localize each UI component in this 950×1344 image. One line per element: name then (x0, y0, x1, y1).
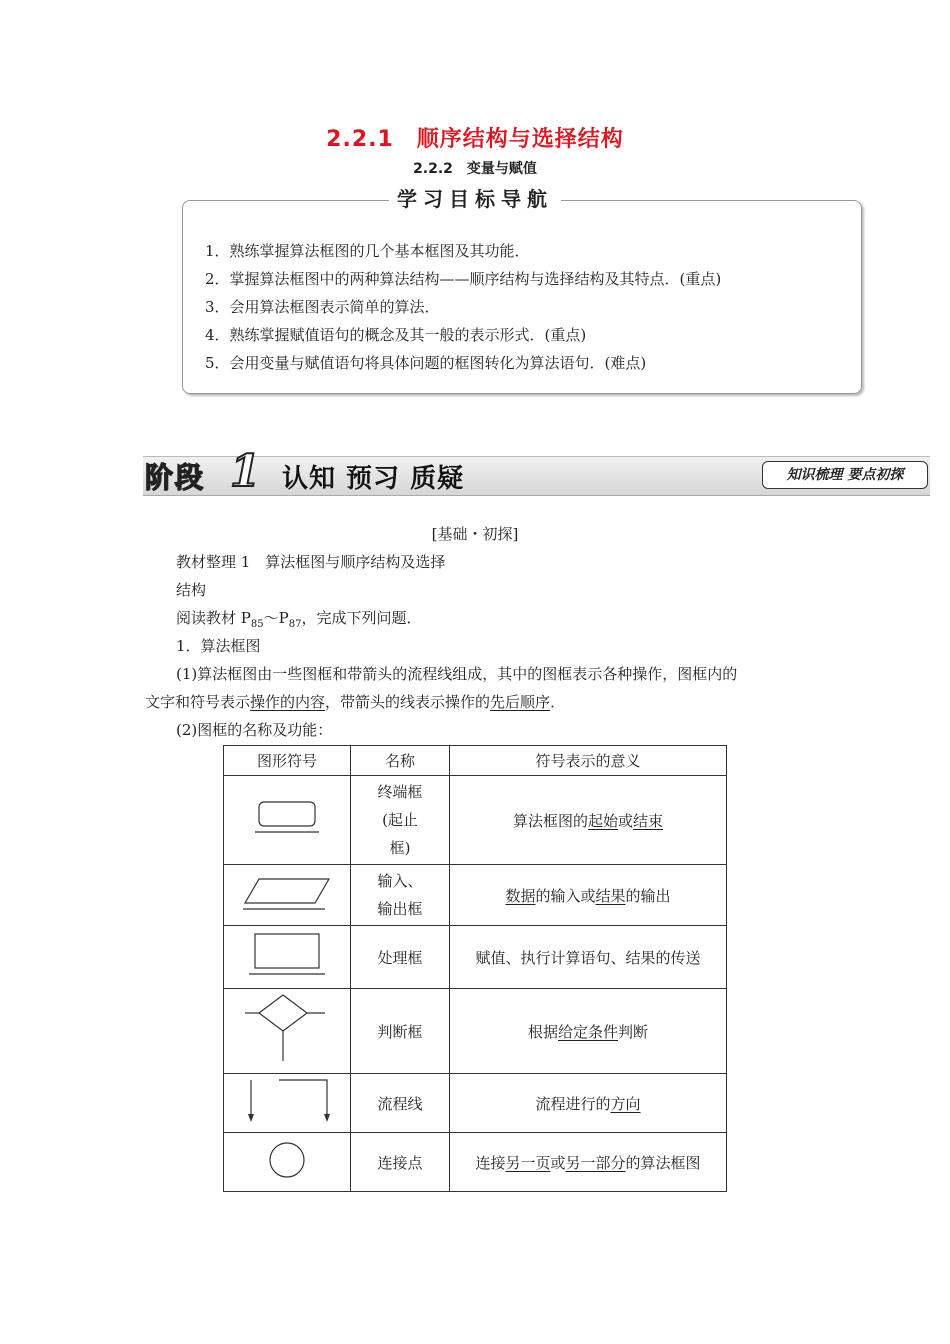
reading-text: ～P (263, 609, 289, 627)
reading-text: 阅读教材 P (176, 609, 251, 627)
text: 的输出 (625, 886, 671, 905)
symbol-table (223, 745, 727, 1192)
table-row (224, 1133, 727, 1192)
text: 或 (550, 1153, 566, 1172)
goal-item: 5．会用变量与赋值语句将具体问题的框图转化为算法语句．(难点) (205, 354, 647, 372)
section-label: [基础・初探] (431, 525, 519, 543)
symbol-meaning (450, 1133, 727, 1192)
subsection-title: 2.2.2 变量与赋值 (413, 161, 537, 177)
text: 的输入或 (535, 886, 596, 905)
process-symbol-icon (224, 926, 351, 989)
table-row (224, 926, 727, 989)
symbol-meaning (450, 1074, 727, 1133)
text: 根据 (527, 1022, 558, 1041)
goal-item: 3．会用算法框图表示简单的算法． (205, 298, 440, 316)
blank-answer: 结果 (595, 886, 626, 905)
decision-symbol-icon (224, 989, 351, 1074)
goals-header-label: 学习目标导航 (389, 187, 561, 211)
table-header: 图形符号 (224, 746, 351, 776)
symbol-meaning: 赋值、执行计算语句、结果的传送 (450, 926, 727, 989)
text: 或 (618, 811, 634, 830)
text: ． (550, 693, 566, 711)
text: 判断 (618, 1022, 649, 1041)
symbol-meaning (450, 989, 727, 1074)
table-row (224, 989, 727, 1074)
flowline-symbol-icon (224, 1074, 351, 1133)
symbol-name: 输入、 输出框 (351, 865, 450, 926)
text: ，带箭头的线表示操作的 (325, 693, 491, 711)
goal-item: 4．熟练掌握赋值语句的概念及其一般的表示形式．(重点) (205, 326, 587, 344)
blank-answer: 起始 (587, 811, 618, 830)
text: 算法框图的 (512, 811, 588, 830)
section-title: 2.2.1 顺序结构与选择结构 (326, 127, 624, 152)
symbol-name: 判断框 (351, 989, 450, 1074)
stage-title: 认知 预习 质疑 (282, 464, 465, 494)
table-header: 名称 (351, 746, 450, 776)
paragraph-line (145, 691, 565, 712)
text: 文字和符号表示 (145, 693, 251, 711)
blank-answer: 先后顺序 (490, 693, 551, 711)
table-row (224, 1074, 727, 1133)
material-heading-cont: 结构 (176, 581, 207, 599)
page-start: 85 (250, 619, 264, 630)
table-row (224, 776, 727, 865)
blank-answer: 另一页 (505, 1153, 551, 1172)
blank-answer: 另一部分 (565, 1153, 626, 1172)
paragraph-line: (2)图框的名称及功能： (176, 721, 333, 739)
reading-instruction (176, 607, 421, 630)
io-symbol-icon (224, 865, 351, 926)
terminal-symbol-icon (224, 776, 351, 865)
table-header: 符号表示的意义 (450, 746, 727, 776)
blank-answer: 方向 (610, 1094, 641, 1113)
symbol-name: 连接点 (351, 1133, 450, 1192)
text: 流程进行的 (535, 1094, 611, 1113)
symbol-name: 处理框 (351, 926, 450, 989)
goal-item: 2．掌握算法框图中的两种算法结构——顺序结构与选择结构及其特点．(重点) (205, 270, 722, 288)
item-title: 1．算法框图 (176, 637, 261, 655)
goals-header (0, 183, 950, 212)
blank-answer: 结束 (633, 811, 664, 830)
table-row (224, 865, 727, 926)
stage-label: 阶段 (145, 461, 206, 494)
symbol-meaning (450, 776, 727, 865)
symbol-meaning (450, 865, 727, 926)
material-heading: 教材整理 1 算法框图与顺序结构及选择 (176, 553, 446, 571)
text: 连接 (475, 1153, 506, 1172)
goal-item: 1．熟练掌握算法框图的几个基本框图及其功能． (205, 242, 530, 260)
paragraph-line: (1)算法框图由一些图框和带箭头的流程线组成，其中的图框表示各种操作，图框内的 (176, 665, 738, 683)
stage-number: 1 (230, 446, 261, 497)
page-end: 87 (288, 619, 302, 630)
table-header-row (224, 746, 727, 776)
symbol-name: 终端框 (起止 框) (351, 776, 450, 865)
connector-symbol-icon (224, 1133, 351, 1192)
symbol-name: 流程线 (351, 1074, 450, 1133)
blank-answer: 操作的内容 (250, 693, 326, 711)
text: 的算法框图 (625, 1153, 701, 1172)
blank-answer: 数据 (505, 886, 536, 905)
stage-tag: 知识梳理 要点初探 (762, 461, 928, 489)
reading-text: ，完成下列问题． (301, 609, 422, 627)
blank-answer: 给定条件 (557, 1022, 618, 1041)
